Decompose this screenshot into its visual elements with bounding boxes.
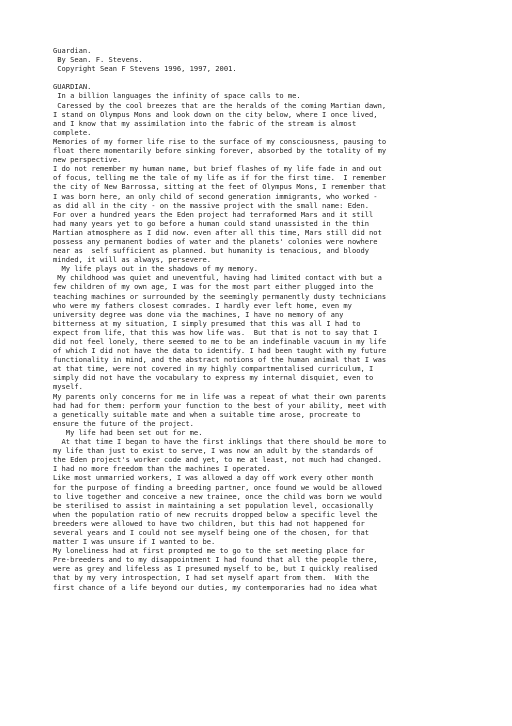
body-line: university degree was done via the machines, I have no memory of any	[53, 309, 344, 319]
body-line: Like most unmarried workers, I was allowed a day off work every other month	[53, 473, 374, 483]
document-copyright: Copyright Sean F Stevens 1996, 1997, 2001.	[53, 64, 237, 74]
body-line: possess any permanent bodies of water and the planets' colonies were nowhere	[53, 236, 378, 246]
document-author: By Sean. F. Stevens.	[53, 55, 143, 65]
body-line: simply did not have the vocabulary to express my internal disquiet, even to	[53, 373, 374, 383]
body-line: My life had been set out for me.	[53, 427, 203, 437]
body-line: had many years yet to go before a human could stand unassisted in the thin	[53, 218, 370, 228]
body-line: that by my very introspection, I had set myself apart from them. With the	[53, 573, 370, 583]
body-line: complete.	[53, 127, 92, 137]
body-line: the city of New Barrossa, sitting at the feet of Olympus Mons, I remember that	[53, 182, 387, 192]
body-line: Pre-breeders and to my disappointment I had found that all the people there,	[53, 555, 378, 565]
body-line: new perspective.	[53, 155, 122, 165]
body-line: teaching machines or surrounded by the seemingly permanently dusty technicians	[53, 291, 387, 301]
body-line: float there momentarily before sinking forever, absorbed by the totality of my	[53, 146, 387, 156]
body-line: For over a hundred years the Eden project had terraformed Mars and it still	[53, 209, 374, 219]
body-line: My parents only concerns for me in life was a repeat of what their own parents	[53, 391, 387, 401]
document-page	[53, 46, 473, 592]
body-line: be sterilised to assist in maintaining a set population level, occasionally	[53, 500, 374, 510]
body-line: to live together and conceive a new trainee, once the child was born we would	[53, 491, 382, 501]
body-line: breeders were allowed to have two children, but this had not happened for	[53, 518, 365, 528]
body-line: at that time, were not covered in my highly compartmentalised curriculum, I	[53, 364, 374, 374]
body-line: my life than just to exist to serve, I was now an adult by the standards of	[53, 446, 374, 456]
body-line: At that time I began to have the first inklings that there should be more to	[53, 437, 387, 447]
body-line: bitterness at my situation, I simply presumed that this was all I had to	[53, 318, 361, 328]
body-line: myself.	[53, 382, 83, 392]
body-line: Memories of my former life rise to the surface of my consciousness, pausing to	[53, 136, 387, 146]
body-line: did not feel lonely, there seemed to me to be an indefinable vacuum in my life	[53, 337, 387, 346]
body-line: I do not remember my human name, but brief flashes of my life fade in and out	[53, 164, 382, 174]
body-line: first chance of a life beyond our duties, my contemporaries had no idea what	[53, 582, 378, 592]
blank-line	[53, 73, 473, 82]
body-line: had had for them: perform your function to the best of your ability, meet with	[53, 400, 387, 410]
body-line: My life plays out in the shadows of my memory.	[53, 264, 258, 274]
body-line: of which I did not have the data to identify. I had been taught with my future	[53, 346, 387, 356]
body-line: as did all in the city - on the massive project with the small name: Eden.	[53, 200, 370, 210]
body-line: ensure the future of the project.	[53, 418, 194, 428]
body-line: the Eden project's worker code and yet, to me at least, not much had changed.	[53, 455, 382, 465]
document-body	[53, 82, 473, 591]
document-title: Guardian.	[53, 46, 92, 55]
body-line: GUARDIAN.	[53, 82, 92, 92]
body-line: In a billion languages the infinity of space calls to me.	[53, 91, 301, 101]
body-line: several years and I could not see myself being one of the chosen, for that	[53, 527, 370, 537]
body-line: minded, it will as always, persevere.	[53, 255, 212, 265]
body-line: expect from life, that this was how life was. But that is not to say that I	[53, 327, 378, 337]
body-line: I was born here, an only child of second generation immigrants, who worked -	[53, 191, 378, 201]
body-line: I had no more freedom than the machines I operated.	[53, 464, 271, 474]
body-line: and I know that my assimilation into the fabric of the stream is almost	[53, 118, 357, 128]
body-line: who were my fathers closest comrades. I hardly ever left home, even my	[53, 300, 352, 310]
body-line: My childhood was quiet and uneventful, having had limited contact with but a	[53, 273, 382, 283]
body-line: Caressed by the cool breezes that are the heralds of the coming Martian dawn,	[53, 100, 387, 110]
body-line: near as self sufficient as planned. but humanity is tenacious, and bloody	[53, 246, 370, 256]
body-line: My loneliness had at first prompted me to go to the set meeting place for	[53, 546, 365, 556]
body-line: a genetically suitable mate and when a suitable time arose, procreate to	[53, 409, 361, 419]
body-line: functionality in mind, and the abstract notions of the human animal that I was	[53, 355, 387, 365]
body-line: matter I was unsure if I wanted to be.	[53, 537, 216, 547]
body-line: for the purpose of finding a breeding partner, once found we would be allowed	[53, 482, 382, 492]
body-line: few children of my own age, I was for the most part either plugged into the	[53, 282, 374, 292]
body-line: Martian atmosphere as I did now. even after all this time, Mars still did not	[53, 227, 382, 237]
body-line: were as grey and lifeless as I presumed myself to be, but I quickly realised	[53, 564, 378, 574]
body-line: when the population ratio of new recruits dropped below a specific level the	[53, 509, 378, 519]
body-line: I stand on Olympus Mons and look down on the city below, where I once lived,	[53, 109, 378, 119]
body-line: of focus, telling me the tale of my life as if for the first time. I remember	[53, 173, 387, 183]
